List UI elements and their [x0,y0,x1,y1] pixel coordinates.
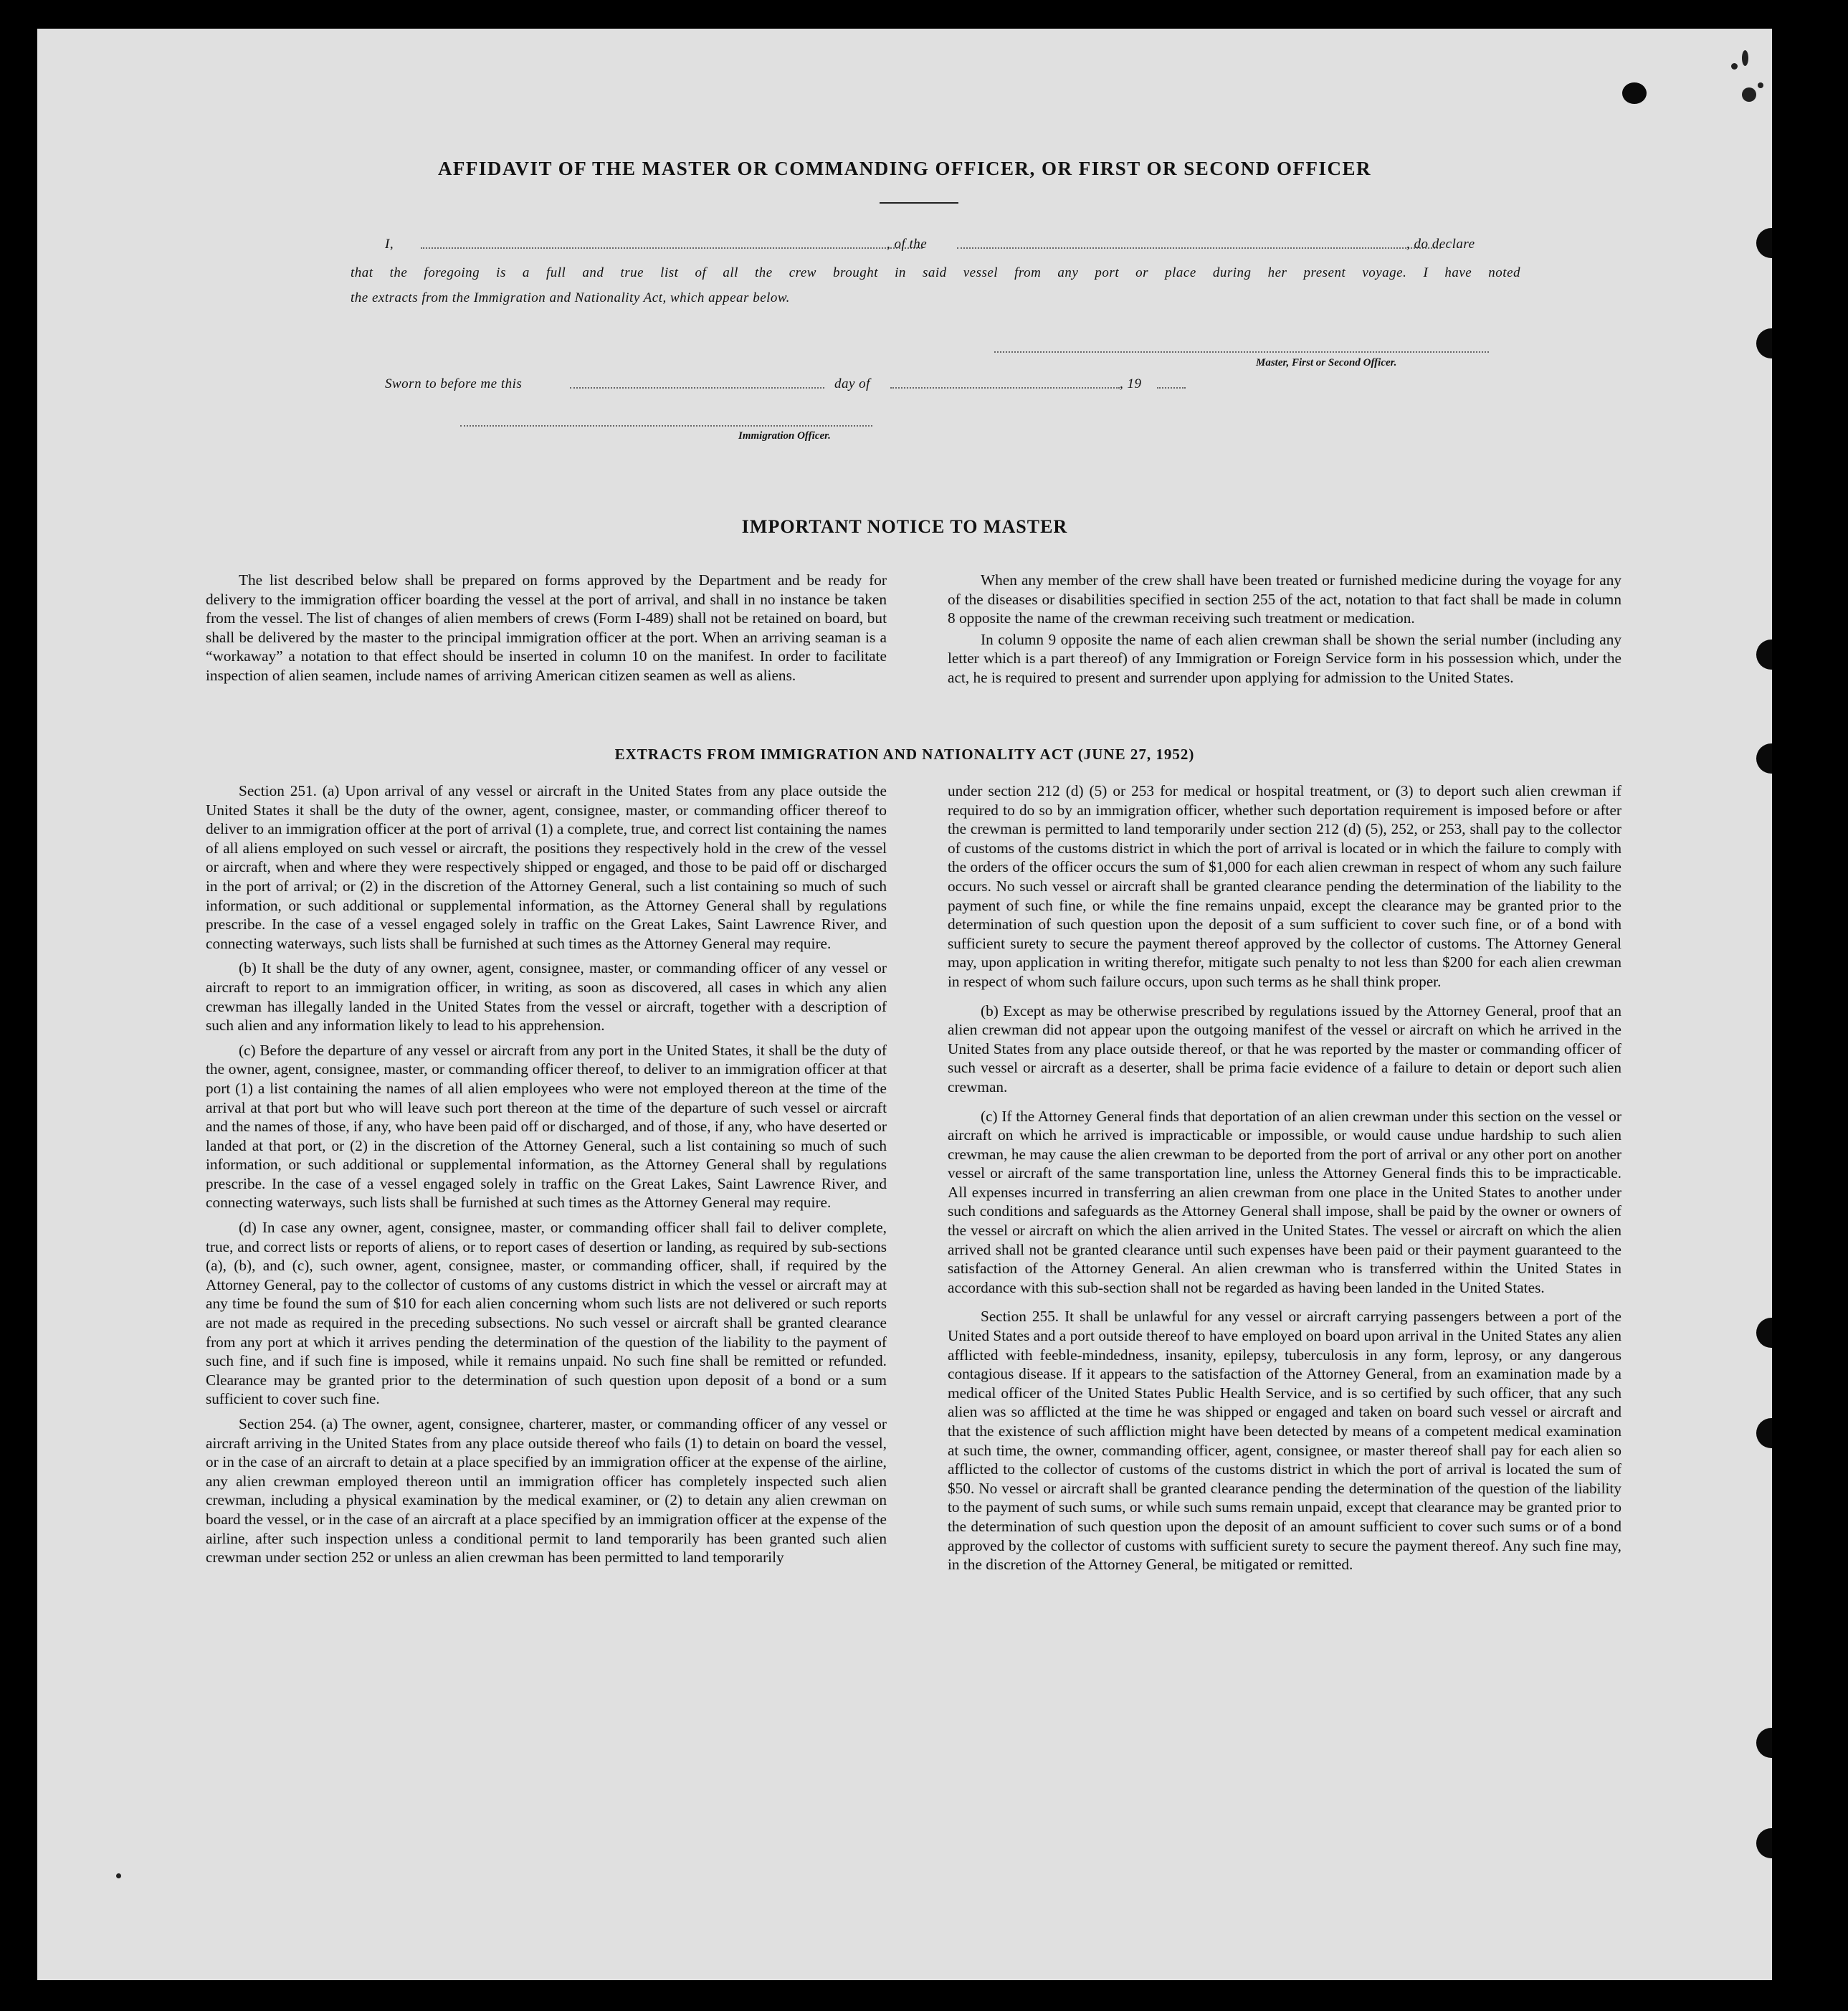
punch-hole-icon [1622,82,1647,104]
punch-hole-icon [1756,228,1772,258]
day-of-label: day of [834,376,870,391]
extracts-title: EXTRACTS FROM IMMIGRATION AND NATIONALITY ACT (JUNE 27, 1952) [614,746,1195,763]
notice-paragraph: In column 9 opposite the name of each alien crewman shall be shown the serial number (including any letter which is a part thereof) of any Immigration or Foreign Service form in his possession which, under the act, he is required to present and surrender upon applying for admission to the United States. [948,630,1621,686]
sworn-year-field[interactable] [1157,387,1186,389]
ink-speck-icon [1758,82,1763,88]
notice-paragraph: When any member of the crew shall have been treated or furnished medicine during the voyage for any of the diseases or disabilities specified in section 255 of the act, notation to that fact shall be made in column 8 opposite the name of the crewman receiving such treatment or medication. [948,571,1621,627]
statute-paragraph: (b) Except as may be otherwise prescribed by regulations issued by the Attorney General, proof that an alien crewman did not appear upon the outgoing manifest of the vessel or aircraft on which he arrived in the United States from any place outside thereof, or that he was reported by the master or commanding officer of such vessel or aircraft as a deserter, shall be prima facie evidence of a failure to detain or deport such alien crewman. [948,1002,1621,1095]
notice-paragraph: The list described below shall be prepared on forms approved by the Department and be ready for delivery to the immigration officer boarding the vessel at the port of arrival, and shall in no instance be taken from the vessel. The list of changes of alien members of crews (Form I-489) shall not be retained on board, but shall be delivered by the master to the principal immigration officer at the port. When an arriving seaman is a “workaway” a notation to that effect should be inserted in column 10 on the manifest. In order to facilitate inspection of alien seamen, include names of arriving American citizen seamen as well as aliens. [206,571,887,684]
punch-hole-icon [1756,1318,1772,1348]
notice-right-column [948,571,1621,693]
sworn-label: Sworn to before me this [385,376,523,391]
affidavit-statement-line: the extracts from the Immigration and Nationality Act, which appear below. [351,290,790,305]
immigration-officer-signature-field[interactable] [460,425,872,427]
punch-hole-icon [1756,328,1772,358]
ink-speck-icon [1742,87,1756,102]
of-the-label: , of the [887,237,928,252]
statute-paragraph: under section 212 (d) (5) or 253 for medical or hospital treatment, or (3) to deport such alien crewman if required to do so by an immigration officer, whether such deportation requirement is imposed before or after the crewman is permitted to land temporarily under section 212 (d) (5), 252, or 253, shall pay to the collector of customs of the customs district in which the port of arrival is located or in which the failure to comply with the orders of the officer occurs the sum of $1,000 for each alien crewman in respect of whom any such failure occurs. No such vessel or aircraft shall be granted clearance pending the determination of the liability to the payment of such fine, or while the fine remains unpaid, except the clearance may be granted prior to the determination of such question upon the deposit of a sum sufficient to cover such fine, or of a bond with sufficient surety to secure the payment thereof approved by the collector of customs. The Attorney General may, upon application in writing therefor, mitigate such penalty to not less than $200 for each alien crewman in respect of whom such failure occurs, upon such terms as he shall think proper. [948,782,1621,990]
document-page [37,29,1772,1980]
statute-paragraph: Section 251. (a) Upon arrival of any vessel or aircraft in the United States from any place outside the United States it shall be the duty of the owner, agent, consignee, master, or commanding officer thereof to deliver to an immigration officer at the port of arrival (1) a complete, true, and correct list containing the names of all aliens employed on such vessel or aircraft, the positions they respectively hold in the crew of the vessel or aircraft, when and where they were respectively shipped or engaged, and those to be paid off or discharged in the port of arrival; or (2) in the discretion of the Attorney General, such a list containing so much of such information, or such additional or supplemental information, as the Attorney General shall by regulations prescribe. In the case of a vessel engaged solely in traffic on the Great Lakes, Saint Lawrence River, and connecting waterways, such lists shall be furnished at such times as the Attorney General may require. [206,782,887,952]
affidavit-title: AFFIDAVIT OF THE MASTER OR COMMANDING OFFICER, OR FIRST OR SECOND OFFICER [437,158,1372,179]
sworn-day-field[interactable] [570,387,824,389]
statute-paragraph: (b) It shall be the duty of any owner, agent, consignee, master, or commanding officer of any vessel or aircraft to report to an immigration officer, in writing, as soon as discovered, all cases in which any alien crewman has illegally landed in the United States from the vessel or aircraft, together with a description of such alien and any information likely to lead to his apprehension. [206,959,887,1035]
punch-hole-icon [1756,1728,1772,1758]
statute-paragraph: (c) Before the departure of any vessel or aircraft from any port in the United States, it shall be the duty of the owner, agent, consignee, master, or commanding officer thereof, to deliver to an immigration officer at that port (1) a list containing the names of all alien employees who were not employed thereon at the time of the arrival at that port but who will leave such port thereon at the time of the departure of such vessel or aircraft and the names of those, if any, who have been paid off or discharged, and of those, if any, who have deserted or landed at that port, or (2) in the discretion of the Attorney General, such a list containing so much of such information, or such additional or supplemental information, as the Attorney General shall by regulations prescribe. In the case of a vessel engaged solely in traffic on the Great Lakes, Saint Lawrence River, and connecting waterways, such lists shall be furnished at such times as the Attorney General may require. [206,1041,887,1212]
ink-speck-icon [116,1873,121,1878]
extracts-right-column [948,781,1621,1580]
master-signature-caption: Master, First or Second Officer. [1256,357,1397,369]
affidavit-i-label: I, [385,237,394,252]
punch-hole-icon [1756,1418,1772,1448]
vessel-name-field[interactable] [957,247,1441,249]
punch-hole-icon [1756,1828,1772,1858]
affidavit-statement-line: that the foregoing is a full and true list of all the crew brought in said vessel from any port or place during her present voyage. I have noted [351,265,1520,280]
immigration-officer-caption: Immigration Officer. [738,430,831,442]
year-label: , 19 [1120,376,1142,391]
statute-paragraph: Section 254. (a) The owner, agent, consignee, charterer, master, or commanding officer of any vessel or aircraft arriving in the United States from any place outside thereof who fails (1) to detain on board the vessel, or in the case of an aircraft to detain at a place specified by an immigration officer at the expense of the airline, any alien crewman employed thereon until an immigration officer has completely inspected such alien crewman, including a physical examination by the medical examiner, or (2) to detain any alien crewman on board the vessel, or in the case of an aircraft at a place specified by an immigration officer at the expense of the airline, after such inspection unless a conditional permit to land temporarily has been granted such alien crewman under section 252 or unless an alien crewman has been permitted to land temporarily [206,1415,887,1567]
do-declare-label: , do declare [1406,237,1475,252]
ink-speck-icon [1731,63,1738,70]
sworn-month-field[interactable] [890,387,1120,389]
title-underline [880,202,958,204]
extracts-left-column [206,781,887,1573]
statute-paragraph: (c) If the Attorney General finds that deportation of an alien crewman under this section on the vessel or aircraft on which he arrived is impracticable or impossible, or would cause undue hardship to such alien crewman, he may cause the alien crewman to be deported from the port of arrival or any other port on another vessel or aircraft of the same transportation line, unless the Attorney General finds this to be impracticable. All expenses incurred in transferring an alien crewman from one place in the United States to another under such conditions and safeguards as the Attorney General shall impose, shall be paid by the owner or owners of the vessel or aircraft on which the alien arrived in the United States. The vessel or aircraft on which the alien arrived shall not be granted clearance until such expenses have been paid or their payment guaranteed to the satisfaction of the Attorney General. An alien crewman who is transferred within the United States in accordance with this sub-section shall not be regarded as having been landed in the United States. [948,1107,1621,1296]
notice-title: IMPORTANT NOTICE TO MASTER [741,516,1068,537]
punch-hole-icon [1756,640,1772,670]
declarant-name-field[interactable] [421,247,923,249]
statute-paragraph: Section 255. It shall be unlawful for any vessel or aircraft carrying passengers between a port of the United States and a port outside thereof to have employed on board upon arrival in the United States any alien afflicted with feeble-mindedness, insanity, epilepsy, tuberculosis in any form, leprosy, or any dangerous contagious disease. If it appears to the satisfaction of the Attorney General, from an examination made by a medical officer of the United States Public Health Service, and is so certified by such officer, that any such alien was so afflicted at the time he was shipped or engaged and taken on board such vessel or aircraft and that the existence of such affliction might have been detected by means of a competent medical examination at such time, the owner, commanding officer, agent, consignee, or master thereof shall pay for each alien so afflicted to the collector of customs of the customs district in which the port of arrival is located the sum of $50. No vessel or aircraft shall be granted clearance pending the determination of the question of the liability to the payment of such sums, or while such sums remain unpaid, except that clearance may be granted prior to the determination of such question upon the deposit of an amount sufficient to cover such sums or of a bond approved by the collector of customs with sufficient surety to secure the payment thereof. Any such fine may, in the discretion of the Attorney General, be mitigated or remitted. [948,1308,1621,1574]
statute-paragraph: (d) In case any owner, agent, consignee, master, or commanding officer shall fail to deliver complete, true, and correct lists or reports of aliens, or to report cases of desertion or landing, as required by sub-sections (a), (b), and (c), such owner, agent, consignee, master, or commanding officer, shall, if required by the Attorney General, pay to the collector of customs of any customs district in which the vessel or aircraft may at any time be found the sum of $10 for each alien concerning whom such lists are not delivered or such reports are not made as required in the preceding subsections. No such vessel or aircraft shall be granted clearance from any port at which it arrives pending the determination of the question of the liability to the payment of such fine, and if such fine is imposed, while it remains unpaid. No such fine shall be remitted or refunded. Clearance may be granted prior to the determination of such question upon deposit of a bond or a sum sufficient to cover such fine. [206,1219,887,1408]
notice-left-column [206,571,887,691]
ink-speck-icon [1742,50,1748,66]
master-signature-field[interactable] [994,351,1489,353]
